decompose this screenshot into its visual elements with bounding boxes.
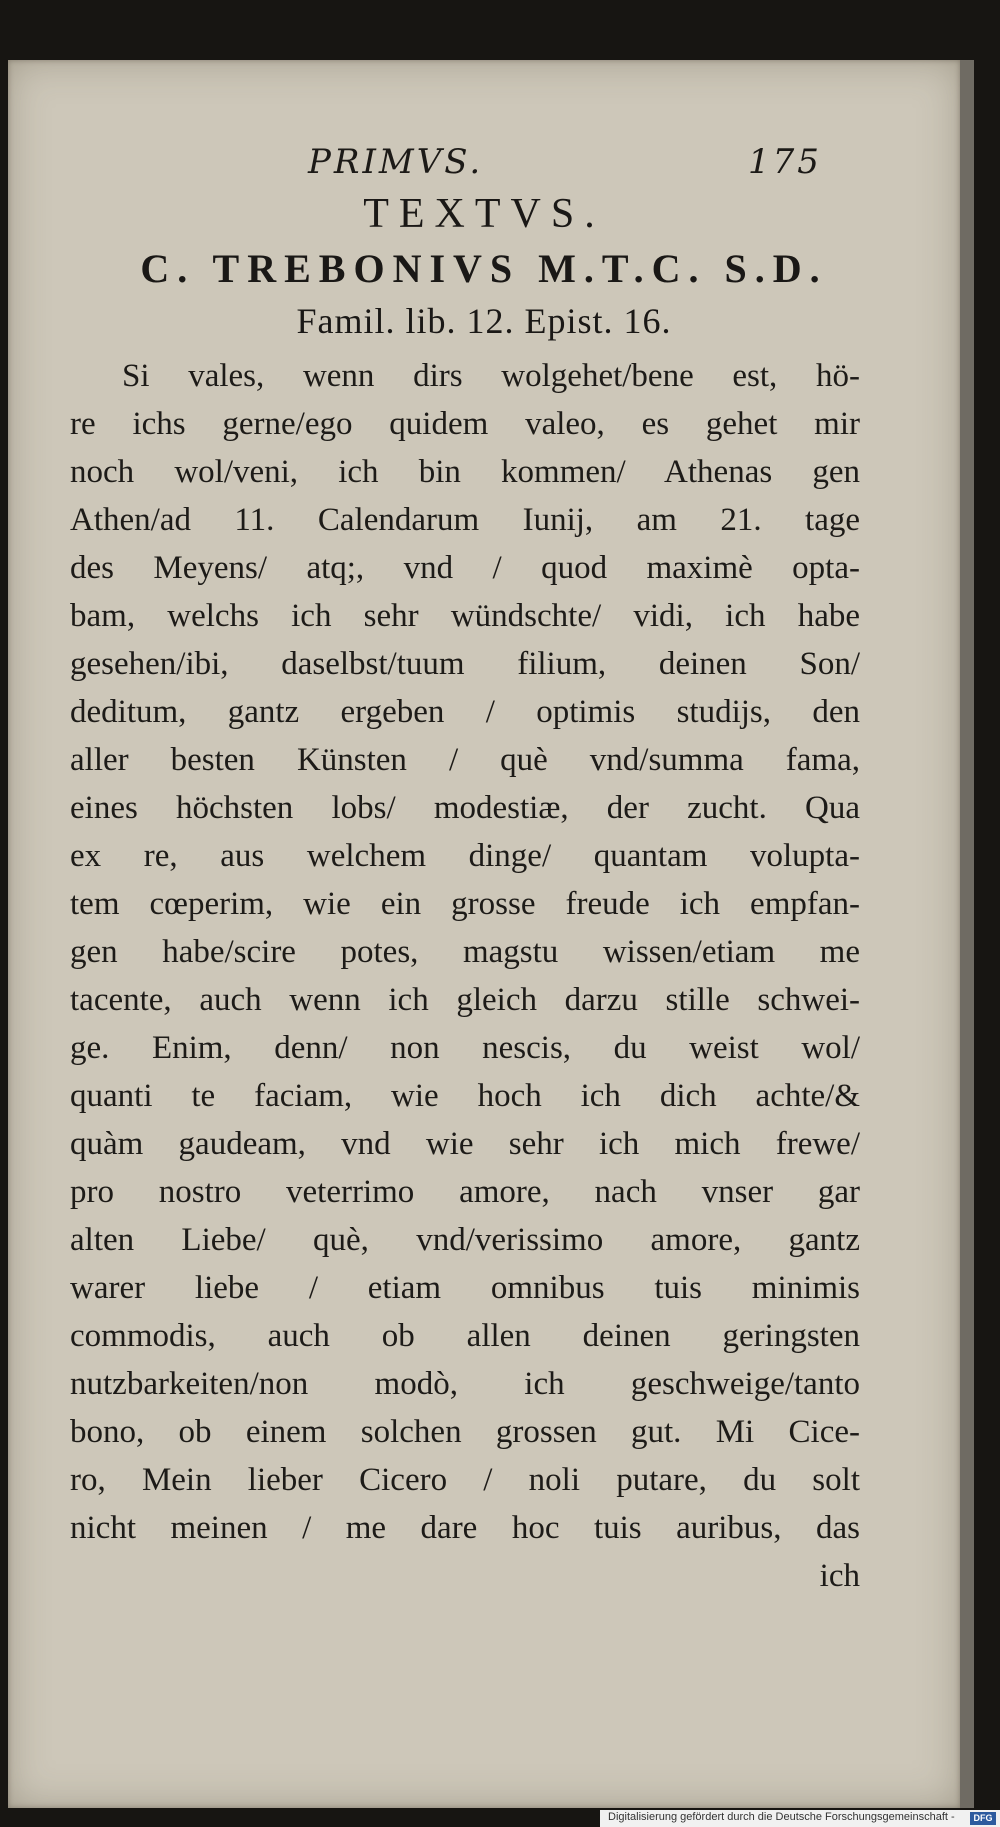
text-line: bono, ob einem solchen grossen gut. Mi Cice- — [70, 1414, 860, 1450]
catchword: ich — [819, 1558, 860, 1594]
text-line: quanti te faciam, wie hoch ich dich achte/& — [70, 1078, 860, 1114]
text-line: re ichs gerne/ego quidem valeo, es gehet mir — [70, 406, 860, 442]
footer-credit: Digitalisierung gefördert durch die Deutsche Forschungsgemeinschaft - — [608, 1811, 955, 1823]
text-line: warer liebe / etiam omnibus tuis minimis — [70, 1270, 860, 1306]
text-line: Si vales, wenn dirs wolgehet/bene est, hö- — [122, 358, 860, 394]
text-line: gesehen/ibi, daselbst/tuum filium, deinen Son/ — [70, 646, 860, 682]
text-line: ro, Mein lieber Cicero / noli putare, du solt — [70, 1462, 860, 1498]
dfg-logo: DFG — [970, 1812, 996, 1825]
text-line: tem cœperim, wie ein grosse freude ich empfan- — [70, 886, 860, 922]
text-line: ge. Enim, denn/ non nescis, du weist wol/ — [70, 1030, 860, 1066]
text-line: deditum, gantz ergeben / optimis studijs, den — [70, 694, 860, 730]
text-line: gen habe/scire potes, magstu wissen/etiam me — [70, 934, 860, 970]
page-edge — [960, 60, 974, 1808]
text-line: nicht meinen / me dare hoc tuis auribus, das — [70, 1510, 860, 1546]
book-page — [8, 60, 960, 1808]
page-number: 175 — [748, 142, 822, 182]
digitization-footer — [600, 1810, 1000, 1827]
author-heading: C. TREBONIVS M.T.C. S.D. — [140, 246, 828, 291]
text-line: Athen/ad 11. Calendarum Iunij, am 21. tage — [70, 502, 860, 538]
body-text — [70, 352, 860, 1600]
text-line: alten Liebe/ què, vnd/verissimo amore, gantz — [70, 1222, 860, 1258]
text-line: ex re, aus welchem dinge/ quantam volupta- — [70, 838, 860, 874]
text-line: eines höchsten lobs/ modestiæ, der zucht. Qua — [70, 790, 860, 826]
running-head — [8, 142, 960, 182]
text-line: bam, welchs ich sehr wündschte/ vidi, ich habe — [70, 598, 860, 634]
running-title: PRIMVS. — [308, 142, 484, 182]
text-line: pro nostro veterrimo amore, nach vnser gar — [70, 1174, 860, 1210]
text-line: tacente, auch wenn ich gleich darzu stille schwei- — [70, 982, 860, 1018]
text-line: quàm gaudeam, vnd wie sehr ich mich frewe/ — [70, 1126, 860, 1162]
source-reference: Famil. lib. 12. Epist. 16. — [296, 301, 672, 341]
text-line: noch wol/veni, ich bin kommen/ Athenas gen — [70, 454, 860, 490]
text-line: aller besten Künsten / què vnd/summa fama, — [70, 742, 860, 778]
text-line: commodis, auch ob allen deinen geringsten — [70, 1318, 860, 1354]
text-line: nutzbarkeiten/non modò, ich geschweige/tanto — [70, 1366, 860, 1402]
text-line: des Meyens/ atq;, vnd / quod maximè opta- — [70, 550, 860, 586]
section-heading: TEXTVS. — [363, 191, 605, 237]
